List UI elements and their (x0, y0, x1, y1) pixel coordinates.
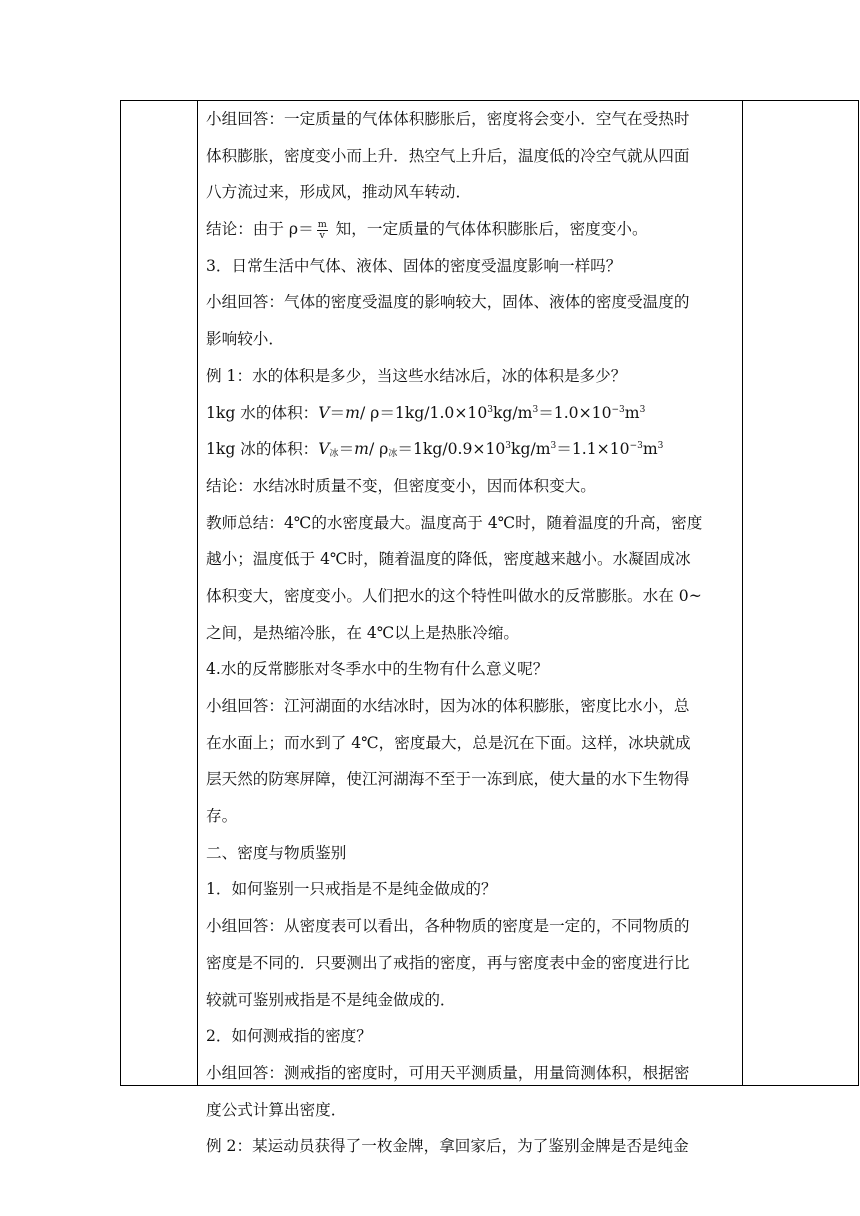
text-line: 2．如何测戒指的密度？ (206, 1027, 372, 1046)
text-line: 越小；温度低于 4℃时，随着温度的降低，密度越来越小。水凝固成冰 (206, 550, 691, 569)
column-divider-1 (197, 101, 198, 1085)
water-volume-formula: 1kg 水的体积：V＝m/ $\rho=1kg/1.0\times 10^3kg/m^3=1.0\times 10^{-3}m^3$ (206, 403, 646, 422)
text-line: 密度是不同的．只要测出了戒指的密度，再与密度表中金的密度进行比 (206, 953, 690, 972)
conclusion-formula-line: 结论：由于 ρ＝ $\frac{m}{v}$ 知，一定质量的气体体积膨胀后，密度变小。 (206, 218, 648, 241)
text-line: 小组回答：一定质量的气体体积膨胀后，密度将会变小．空气在受热时 (206, 110, 690, 128)
text-line: 例 1：水的体积是多少，当这些水结冰后，冰的体积是多少？ (206, 366, 627, 385)
text-line: 1．如何鉴别一只戒指是不是纯金做成的？ (206, 880, 497, 899)
content-cell (206, 101, 746, 1165)
text-line: 度公式计算出密度． (206, 1100, 347, 1119)
text-line: 体积变大，密度变小。人们把水的这个特性叫做水的反常膨胀。水在 0~ (206, 586, 702, 605)
lesson-table (120, 100, 859, 1156)
text-line: 例 2：某运动员获得了一枚金牌，拿回家后，为了鉴别金牌是否是纯金 (206, 1137, 689, 1156)
text-line: 之间，是热缩冷胀，在 4℃以上是热胀冷缩。 (206, 623, 520, 642)
text-line: 结论：水结冰时质量不变，但密度变小，因而体积变大。 (206, 476, 596, 495)
text-line: 体积膨胀，密度变小而上升．热空气上升后，温度低的冷空气就从四面 (206, 146, 690, 165)
text-line: 3．日常生活中气体、液体、固体的密度受温度影响一样吗？ (206, 256, 622, 275)
text-line: 在水面上；而水到了 4℃，密度最大，总是沉在下面。这样，冰块就成 (206, 733, 691, 752)
text-line: 4.水的反常膨胀对冬季水中的生物有什么意义呢？ (206, 660, 549, 679)
text-line: 小组回答：气体的密度受温度的影响较大，固体、液体的密度受温度的 (206, 293, 690, 312)
text-line: 小组回答：从密度表可以看出，各种物质的密度是一定的，不同物质的 (206, 917, 690, 936)
text-line: 较就可鉴别戒指是不是纯金做成的． (206, 990, 456, 1009)
section-heading: 二、密度与物质鉴别 (206, 843, 347, 862)
ice-volume-formula: 1kg 冰的体积：$V_冰=m/$ $\rho_冰=1kg/0.9\times 10^3kg/m^3=1.1\times 10^{-3}m^3$ (206, 440, 664, 460)
text-line: 八方流过来，形成风，推动风车转动． (206, 183, 472, 202)
text-line: 小组回答：江河湖面的水结冰时，因为冰的体积膨胀，密度比水小，总 (206, 697, 690, 715)
column-divider-3 (858, 101, 859, 1085)
text-line: 小组回答：测戒指的密度时，可用天平测质量，用量筒测体积，根据密 (206, 1063, 690, 1082)
text-line: 教师总结：4℃的水密度最大。温度高于 4℃时，随着温度的升高，密度 (206, 513, 703, 532)
text-line: 层天然的防寒屏障，使江河湖海不至于一冻到底，使大量的水下生物得 (206, 770, 690, 789)
text-line: 影响较小． (206, 330, 284, 349)
text-line: 存。 (206, 807, 238, 826)
fraction-m-over-v: $\frac{m}{v}$ (317, 218, 327, 241)
